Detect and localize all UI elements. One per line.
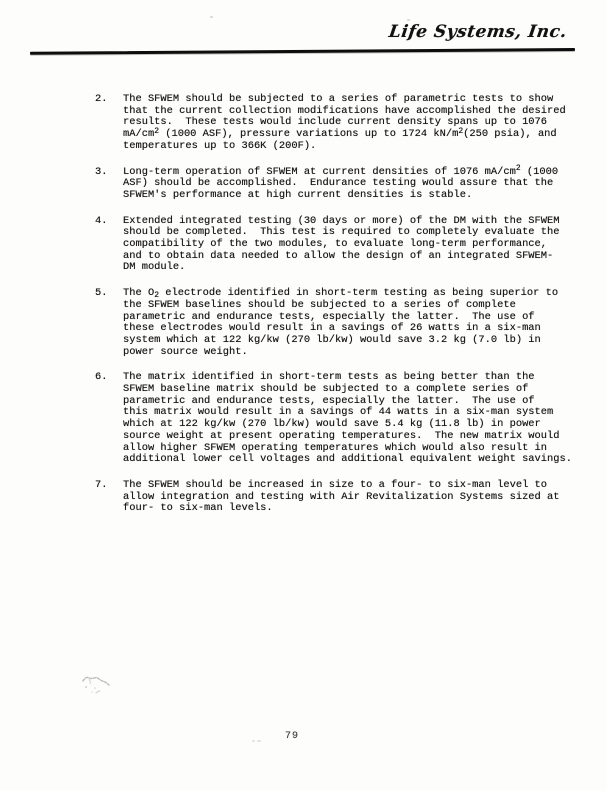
list-item [95,288,575,358]
list-item [95,216,575,275]
item-text: The $O_2$ electrode identified in short-term testing as being superior to the SFWEM baselines should be subjected to a series of complete parametric and endurance tests, especially the latter. The use of these electrodes would result in a savings of 26 watts in a six-man system which at 122 kg/kw (270 lb/kw) would save 3.2 kg (7.0 lb) in power source weight. [123,287,559,358]
list-item [95,372,575,466]
page-number: 79 [285,731,300,742]
pencil-smudge-mark [79,673,115,703]
item-number: 3. [95,165,108,178]
scan-speck [257,740,261,742]
item-text: The SFWEM should be subjected to a series of parametric tests to show that the current collection modifications have accomplished the desired results. These tests would include current density spans up to 1076 $mA/cm^2$ (1000 ASF), pressure variations up to 1724 $kN/m^2(250$ psia), and temperatures up to 366K (200F). [123,93,566,152]
list-item [95,480,575,515]
scan-speck [407,19,410,21]
item-text: Extended integrated testing (30 days or more) of the DM with the SFWEM should be completed. This test is required to completely evaluate the compatibility of the two modules, to evaluate long-term performance, and to obtain data needed to allow the design of an integrated SFWEM- DM module. [123,214,560,274]
item-number: 7. [95,478,108,491]
scan-speck [210,16,213,18]
list-item [95,94,575,153]
item-text: The matrix identified in short-term tests as being better than the SFWEM baseline matrix should be subjected to a complete series of parametric and endurance tests, especially the latter. The use of this matrix would result in a savings of 44 watts in a six-man system which at 122 kg/kw (270 lb/kw) would save 5.4 kg (11.8 lb) in power source weight at present operating temperatures. The new matrix would allow higher SFWEM operating temperatures which would also result in additional lower cell voltages and additional equivalent weight savings. [123,371,572,466]
numbered-list [95,94,575,529]
item-text: The SFWEM should be increased in size to a four- to six-man level to allow integration and testing with Air Revitalization Systems sized at four- to six-man levels. [123,478,560,515]
header-rule [30,48,575,55]
list-item [95,164,575,202]
item-text: Long-term operation of SFWEM at current densities of 1076 $mA/cm^2$ (1000 ASF) should be accomplished. Endurance testing would assure that the SFWEM's performance at high current densities is stable. [123,164,559,201]
scan-speck [252,740,255,742]
item-number: 5. [95,287,108,300]
item-number: 2. [95,93,108,105]
item-number: 6. [95,371,108,384]
item-number: 4. [95,214,108,227]
company-logo: Life Systems, Inc. [387,22,569,42]
